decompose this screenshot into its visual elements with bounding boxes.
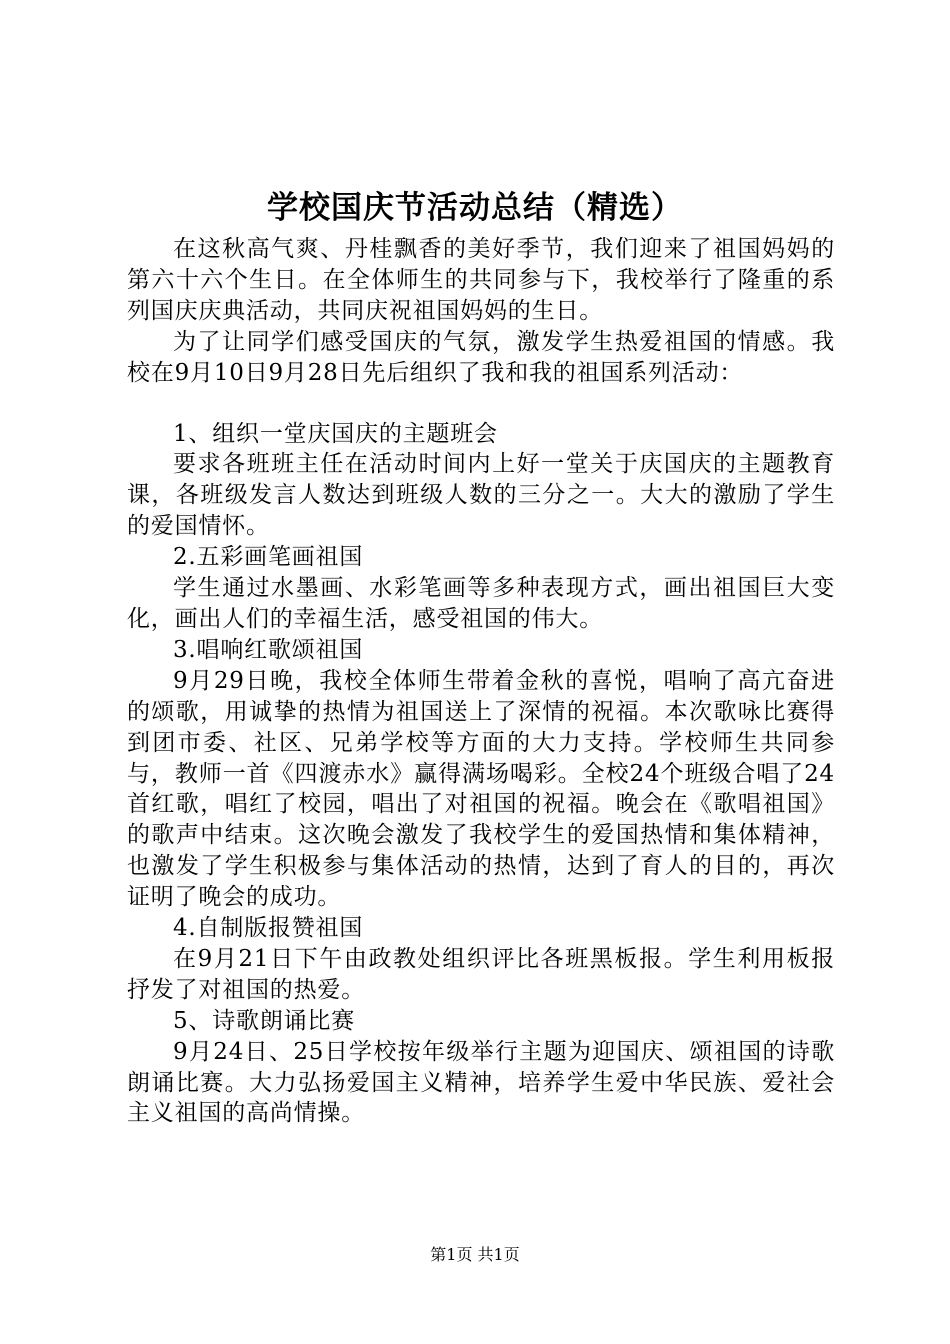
section-text-class-meeting: 要求各班班主任在活动时间内上好一堂关于庆国庆的主题教育课，各班级发言人数达到班级人数的三分之一。大大的激励了学生的爱国情怀。	[127, 451, 835, 540]
section-text-painting: 学生通过水墨画、水彩笔画等多种表现方式，画出祖国巨大变化，画出人们的幸福生活，感受祖国的伟大。	[127, 575, 835, 632]
section-heading-poetry: 5、诗歌朗诵比赛	[173, 1007, 356, 1034]
activities-intro-paragraph: 为了让同学们感受国庆的气氛，激发学生热爱祖国的情感。我校在9月10日9月28日先后组织了我和我的祖国系列活动：	[127, 328, 835, 386]
section-heading-blackboard: 4.自制版报赞祖国	[173, 915, 364, 942]
section-heading-painting: 2.五彩画笔画祖国	[173, 544, 364, 571]
section-text-red-songs: 9月29日晚，我校全体师生带着金秋的喜悦，唱响了高亢奋进的颂歌，用诚挚的热情为祖国送上了深情的祝福。本次歌咏比赛得到团市委、社区、兄弟学校等方面的大力支持。学校师生共同参与，教师一首《四渡赤水》赢得满场喝彩。全校24个班级合唱了24首红歌，唱红了校园，唱出了对祖国的祝福。晚会在《歌唱祖国》的歌声中结束。这次晚会激发了我校学生的爱国热情和集体精神，也激发了学生积极参与集体活动的热情，达到了育人的目的，再次证明了晚会的成功。	[127, 667, 835, 911]
section-text-poetry: 9月24日、25日学校按年级举行主题为迎国庆、颂祖国的诗歌朗诵比赛。大力弘扬爱国主义精神，培养学生爱中华民族、爱社会主义祖国的高尚情操。	[127, 1038, 835, 1127]
section-heading-red-songs: 3.唱响红歌颂祖国	[173, 636, 364, 663]
document-body	[127, 234, 835, 1129]
page-footer: 第1页 共1页	[430, 1245, 520, 1264]
section-heading-class-meeting: 1、组织一堂庆国庆的主题班会	[173, 420, 498, 447]
document-title: 学校国庆节活动总结（精选）	[267, 190, 683, 226]
section-text-blackboard: 在9月21日下午由政教处组织评比各班黑板报。学生利用板报抒发了对祖国的热爱。	[127, 945, 835, 1003]
intro-paragraph: 在这秋高气爽、丹桂飘香的美好季节，我们迎来了祖国妈妈的第六十六个生日。在全体师生的共同参与下，我校举行了隆重的系列国庆庆典活动，共同庆祝祖国妈妈的生日。	[127, 236, 835, 324]
paragraph-gap	[127, 389, 835, 419]
